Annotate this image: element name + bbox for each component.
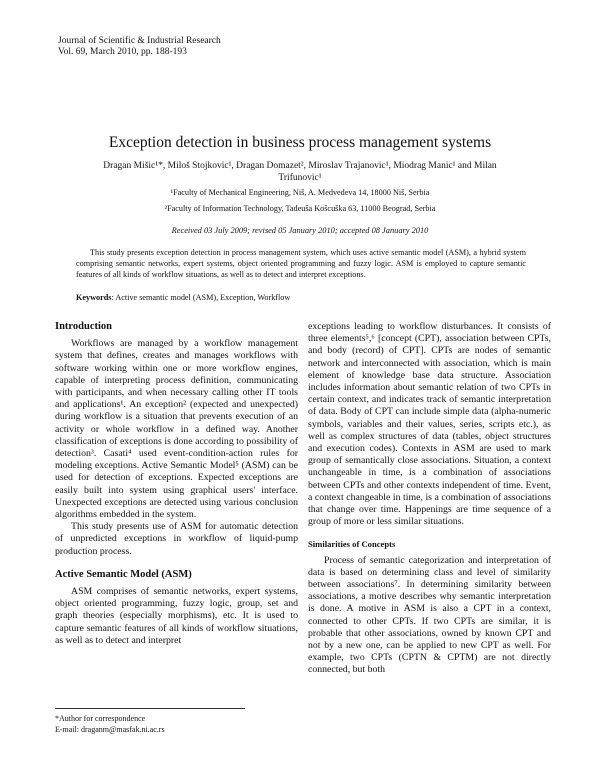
- authors-line-1: Dragan Mišic¹*, Miloš Stojkovic¹, Dragan Domazet², Miroslav Trajanovic¹, Miodrag Manic¹ and Milan: [103, 161, 497, 171]
- right-column: [308, 321, 551, 677]
- similarities-paragraph: Process of semantic categorization and interpretation of data is based on determining class and level of similarity between associations⁷. In determining similarity between associations, a motive describes why semantic interpretation is done. A motive in ASM is also a CPT in a context, connected to other CPTs. If two CPTs are similar, it is probable that other associations, owned by known CPT and not by a new one, can be applied to new CPT as well. For example, two CPTs (CPTN & CPTM) are not directly connected, but both: [308, 554, 551, 676]
- affiliation-1: ¹Faculty of Mechanical Engineering, Niš, A. Medvedeva 14, 18000 Niš, Serbia: [170, 188, 430, 197]
- abstract: This study presents exception detection in process management system, which uses active semantic model (ASM), a hybrid system comprising semantic networks, expert systems, object oriented programming and fuzzy logic. ASM is employed to capture semantic features of all kinds of workflow situations, as well as to detect and interpret exceptions.: [76, 248, 526, 279]
- journal-header: [58, 36, 221, 58]
- authors-line-2: Trifunovic¹: [278, 173, 322, 183]
- heading-asm: Active Semantic Model (ASM): [55, 568, 192, 580]
- footnote-email: E-mail: draganm@masfak.ni.ac.rs: [55, 724, 165, 734]
- journal-name: Journal of Scientific & Industrial Research: [58, 36, 221, 46]
- footnote-rule: [55, 708, 245, 709]
- heading-introduction: Introduction: [55, 321, 112, 332]
- received-dates: Received 03 July 2009; revised 05 January 2010; accepted 08 January 2010: [171, 226, 429, 235]
- keywords: [76, 293, 290, 302]
- intro-paragraph-1: Workflows are managed by a workflow management system that defines, creates and manages workflows with software working within one or more workflow engines, capable of interpreting process definition, communicating with participants, and when necessary calling other IT tools and applications¹. An exception² (expected and unexpected) during workflow is a situation that prevents execution of an activity or whole workflow in a defined way. Another classification of exceptions is done according to possibility of detection³. Casati⁴ used event-condition-action rules for modeling exceptions. Active Semantic Model⁵ (ASM) can be used for detection of exceptions. Expected exceptions are easily built into system using graphical users' interface. Unexpected exceptions are detected using various conclusion algorithms embedded in the system.: [55, 338, 298, 521]
- intro-paragraph-2: This study presents use of ASM for automatic detection of unpredicted exceptions in workflow of liquid-pump production process.: [55, 521, 298, 557]
- affiliation-2: ²Faculty of Information Technology, Tadeuša Košcuška 63, 11000 Beograd, Serbia: [164, 204, 436, 213]
- left-column: [55, 321, 298, 647]
- heading-similarities: Similarities of Concepts: [308, 539, 396, 550]
- keywords-label: Keywords: [76, 293, 112, 302]
- keywords-text: : Active semantic model (ASM), Exception, Workflow: [111, 293, 291, 302]
- footnote-author: *Author for correspondence: [55, 714, 146, 723]
- journal-volume: Vol. 69, March 2010, pp. 188-193: [58, 47, 187, 57]
- asm-paragraph-1: ASM comprises of semantic networks, expert systems, object oriented programming, fuzzy logic, group, set and graph theories (especially morphisms), etc. It is used to capture semantic features of all kinds of workflow situations, as well as to detect and interpret: [55, 586, 298, 646]
- footnotes: [55, 714, 255, 735]
- author-list: [80, 160, 520, 184]
- paper-title: Exception detection in business process management systems: [108, 134, 492, 151]
- right-paragraph-1: exceptions leading to workflow disturbances. It consists of three elements⁵,⁶ [concept (CPT), association between CPTs, and body (record) of CPT]. CPTs are nodes of semantic network and interconnected with association, which is main element of knowledge base data structure. Association includes information about semantic relation of two CPTs in certain context, and indicates track of semantic interpretation of data. Body of CPT can include simple data (alpha-numeric symbols, variables and their values, series, scripts etc.), as well as complex structures of data (tables, object structures and execution codes). Contexts in ASM are used to mark group of semantically close associations. Situation, a context unchangeable in time, is a combination of associations between CPTs and other contexts independent of time. Event, a context changeable in time, is a combination of associations that change over time. Happenings are time sequence of a group of more or less similar situations.: [308, 321, 551, 528]
